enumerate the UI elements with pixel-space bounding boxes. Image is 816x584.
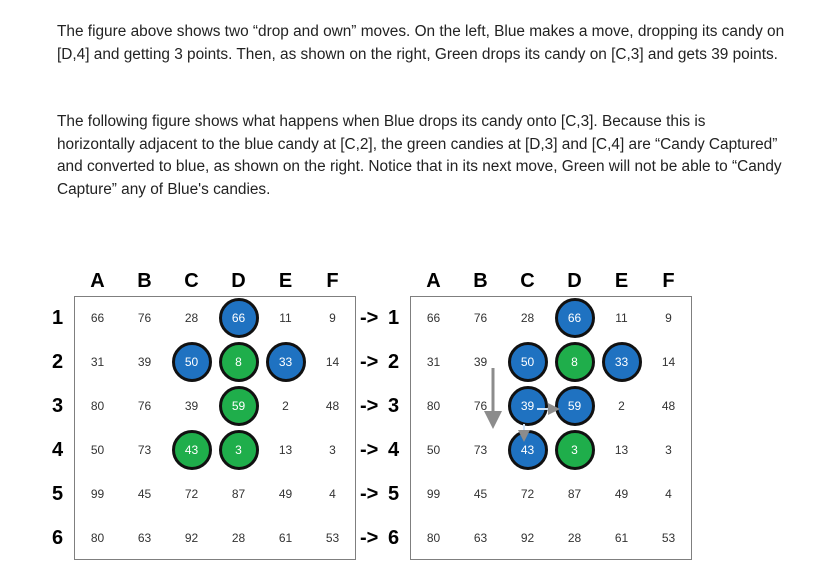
cell: 45: [137, 487, 152, 501]
cell: 92: [184, 531, 199, 545]
cell: 76: [473, 399, 488, 413]
cell: 28: [184, 311, 199, 325]
cell: 76: [137, 399, 152, 413]
cell: 87: [231, 487, 246, 501]
row-label: 1: [52, 307, 64, 329]
cell: 48: [325, 399, 340, 413]
row-label: 1: [388, 307, 400, 329]
row-label: 5: [388, 483, 400, 505]
cell: 48: [661, 399, 676, 413]
green-candy: 8: [555, 342, 595, 382]
cell: 53: [661, 531, 676, 545]
column-label: D: [231, 270, 246, 292]
cell: 39: [137, 355, 152, 369]
cell: 3: [665, 443, 672, 457]
column-label: A: [90, 270, 105, 292]
row-label: 4: [388, 439, 400, 461]
cell: 11: [279, 311, 292, 325]
cell: 9: [665, 311, 672, 325]
cell: 76: [473, 311, 488, 325]
transition-arrow: ->: [360, 439, 379, 461]
column-label: F: [662, 270, 675, 292]
cell: 49: [614, 487, 629, 501]
cell: 72: [520, 487, 535, 501]
transition-arrow: ->: [360, 527, 379, 549]
blue-candy: 33: [602, 342, 642, 382]
blue-candy: 50: [172, 342, 212, 382]
transition-arrow: ->: [360, 307, 379, 329]
column-label: C: [184, 270, 199, 292]
cell: 3: [329, 443, 336, 457]
cell: 14: [325, 355, 340, 369]
cell: 61: [614, 531, 629, 545]
cell: 28: [231, 531, 246, 545]
blue-candy: 39: [508, 386, 548, 426]
column-label: E: [614, 270, 629, 292]
green-candy: 43: [172, 430, 212, 470]
row-label: 2: [52, 351, 64, 373]
cell: 80: [90, 399, 105, 413]
column-label: F: [326, 270, 339, 292]
row-label: 6: [388, 527, 400, 549]
cell: 73: [137, 443, 152, 457]
cell: 87: [567, 487, 582, 501]
blue-candy: 59: [555, 386, 595, 426]
green-candy: 8: [219, 342, 259, 382]
column-label: B: [473, 270, 488, 292]
cell: 99: [90, 487, 105, 501]
row-label: 5: [52, 483, 64, 505]
cell: 13: [614, 443, 629, 457]
cell: 9: [329, 311, 336, 325]
transition-arrow: ->: [360, 395, 379, 417]
cell: 72: [184, 487, 199, 501]
cell: 31: [90, 355, 105, 369]
blue-candy: 33: [266, 342, 306, 382]
cell: 92: [520, 531, 535, 545]
blue-candy: 50: [508, 342, 548, 382]
cell: 39: [473, 355, 488, 369]
cell: 63: [473, 531, 488, 545]
cell: 14: [661, 355, 676, 369]
cell: 99: [426, 487, 441, 501]
blue-candy: 43: [508, 430, 548, 470]
cell: 13: [278, 443, 293, 457]
cell: 76: [137, 311, 152, 325]
cell: 80: [426, 531, 441, 545]
row-label: 6: [52, 527, 64, 549]
row-label: 3: [388, 395, 400, 417]
cell: 61: [278, 531, 293, 545]
row-label: 3: [52, 395, 64, 417]
cell: 50: [90, 443, 105, 457]
cell: 66: [426, 311, 441, 325]
paragraph-1: The figure above shows two “drop and own” moves. On the left, Blue makes a move, dropping its candy on [D,4] and getting 3 points. Then, as shown on the right, Green drops its candy on [C,3] and gets 39 points.: [57, 23, 785, 63]
row-label: 2: [388, 351, 400, 373]
cell: 80: [426, 399, 441, 413]
blue-candy: 66: [219, 298, 259, 338]
column-label: C: [520, 270, 535, 292]
cell: 2: [618, 399, 625, 413]
cell: 31: [426, 355, 441, 369]
column-label: E: [278, 270, 293, 292]
cell: 63: [137, 531, 152, 545]
column-label: D: [567, 270, 582, 292]
transition-arrow: ->: [360, 351, 379, 373]
cell: 28: [520, 311, 535, 325]
cell: 66: [90, 311, 105, 325]
cell: 4: [665, 487, 672, 501]
green-candy: 3: [555, 430, 595, 470]
row-label: 4: [52, 439, 64, 461]
paragraph-2: The following figure shows what happens when Blue drops its candy onto [C,3]. Because this is horizontally adjacent to the blue candy at [C,2], the green candies at [D,3] and [C,4] are “Candy Captured” and converted to blue, as shown on the right. Notice that in its next move, Green will not be able to “Candy Capture” any of Blue's candies.: [57, 113, 782, 198]
blue-candy: 66: [555, 298, 595, 338]
green-candy: 3: [219, 430, 259, 470]
cell: 28: [567, 531, 582, 545]
cell: 2: [282, 399, 289, 413]
cell: 53: [325, 531, 340, 545]
column-label: A: [426, 270, 441, 292]
column-label: B: [137, 270, 152, 292]
cell: 45: [473, 487, 488, 501]
cell: 50: [426, 443, 441, 457]
cell: 73: [473, 443, 488, 457]
cell: 4: [329, 487, 336, 501]
green-candy: 59: [219, 386, 259, 426]
transition-arrow: ->: [360, 483, 379, 505]
cell: 80: [90, 531, 105, 545]
cell: 11: [615, 311, 628, 325]
cell: 39: [184, 399, 199, 413]
cell: 49: [278, 487, 293, 501]
